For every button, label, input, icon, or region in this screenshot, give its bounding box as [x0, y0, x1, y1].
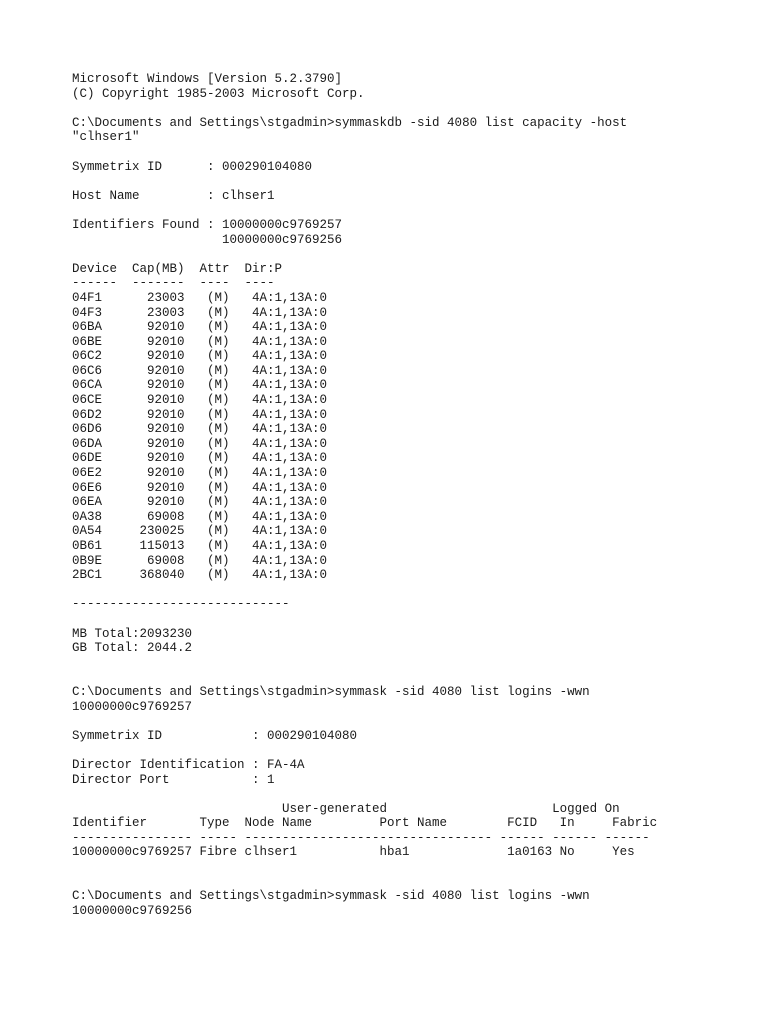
command-line: C:\Documents and Settings\stgadmin>symmask -sid 4080 list logins -wwn — [72, 889, 590, 904]
blank-line — [72, 743, 752, 758]
blank-line — [72, 860, 752, 875]
device-row: 0A38 69008 (M) 4A:1,13A:0 — [72, 509, 328, 524]
device-row: 06CA 92010 (M) 4A:1,13A:0 — [72, 378, 328, 393]
blank-line — [72, 583, 752, 598]
device-row: 06EA 92010 (M) 4A:1,13A:0 — [72, 495, 328, 510]
logins-table-rule: ---------------- ----- --------------------------------- ------ ------ ------ — [72, 830, 650, 845]
version-line: Microsoft Windows [Version 5.2.3790] — [72, 72, 343, 86]
gb-total-line: GB Total: 2044.2 — [72, 641, 193, 656]
copyright-line: (C) Copyright 1985-2003 Microsoft Corp. — [72, 86, 365, 101]
director-id-line: Director Identification : FA-4A — [72, 757, 305, 772]
blank-line — [72, 145, 752, 160]
blank-line — [72, 174, 752, 189]
blank-line — [72, 670, 752, 685]
device-row: 06BE 92010 (M) 4A:1,13A:0 — [72, 334, 328, 349]
device-row: 06DE 92010 (M) 4A:1,13A:0 — [72, 451, 328, 466]
command-line: C:\Documents and Settings\stgadmin>symmaskdb -sid 4080 list capacity -host — [72, 115, 628, 130]
device-row: 06C6 92010 (M) 4A:1,13A:0 — [72, 363, 328, 378]
mb-total-line: MB Total:2093230 — [72, 626, 193, 641]
command-line: C:\Documents and Settings\stgadmin>symmask -sid 4080 list logins -wwn — [72, 684, 590, 699]
logins-table-header: Identifier Type Node Name Port Name FCID In Fabric — [72, 816, 658, 831]
blank-line — [72, 875, 752, 890]
blank-line — [72, 714, 752, 729]
blank-line — [72, 247, 752, 262]
console-transcript — [72, 72, 752, 918]
device-row: 0A54 230025 (M) 4A:1,13A:0 — [72, 524, 328, 539]
command-line-continued: 10000000c9769257 — [72, 699, 193, 714]
device-row: 04F3 23003 (M) 4A:1,13A:0 — [72, 305, 328, 320]
command-line-continued: 10000000c9769256 — [72, 903, 193, 918]
totals-rule: ----------------------------- — [72, 597, 290, 612]
blank-line — [72, 203, 752, 218]
identifiers-line-continued: 10000000c9769256 — [72, 232, 343, 247]
device-row: 06D2 92010 (M) 4A:1,13A:0 — [72, 407, 328, 422]
identifiers-line: Identifiers Found : 10000000c9769257 — [72, 217, 343, 232]
device-row: 06DA 92010 (M) 4A:1,13A:0 — [72, 436, 328, 451]
device-row: 0B9E 69008 (M) 4A:1,13A:0 — [72, 553, 328, 568]
logins-table-row: 10000000c9769257 Fibre clhser1 hba1 1a0163 No Yes — [72, 845, 635, 860]
device-row: 0B61 115013 (M) 4A:1,13A:0 — [72, 539, 328, 553]
device-row: 04F1 23003 (M) 4A:1,13A:0 — [72, 290, 328, 305]
logins-table-header-top: User-generated Logged On — [72, 801, 620, 816]
symmetrix-id-line: Symmetrix ID : 000290104080 — [72, 728, 358, 743]
symmetrix-id-line: Symmetrix ID : 000290104080 — [72, 159, 313, 174]
blank-line — [72, 101, 752, 116]
device-row: 2BC1 368040 (M) 4A:1,13A:0 — [72, 568, 328, 583]
host-name-line: Host Name : clhser1 — [72, 188, 275, 203]
blank-line — [72, 612, 752, 627]
blank-line — [72, 656, 752, 671]
device-row: 06C2 92010 (M) 4A:1,13A:0 — [72, 349, 328, 364]
device-row: 06D6 92010 (M) 4A:1,13A:0 — [72, 422, 328, 437]
device-row: 06E6 92010 (M) 4A:1,13A:0 — [72, 480, 328, 495]
device-row: 06BA 92010 (M) 4A:1,13A:0 — [72, 320, 328, 335]
device-table-rule: ------ ------- ---- ---- — [72, 276, 275, 291]
device-row: 06CE 92010 (M) 4A:1,13A:0 — [72, 393, 328, 408]
blank-line — [72, 787, 752, 802]
device-row: 06E2 92010 (M) 4A:1,13A:0 — [72, 466, 328, 481]
command-line-continued: "clhser1" — [72, 130, 140, 145]
device-table-header: Device Cap(MB) Attr Dir:P — [72, 261, 283, 276]
director-port-line: Director Port : 1 — [72, 772, 275, 787]
